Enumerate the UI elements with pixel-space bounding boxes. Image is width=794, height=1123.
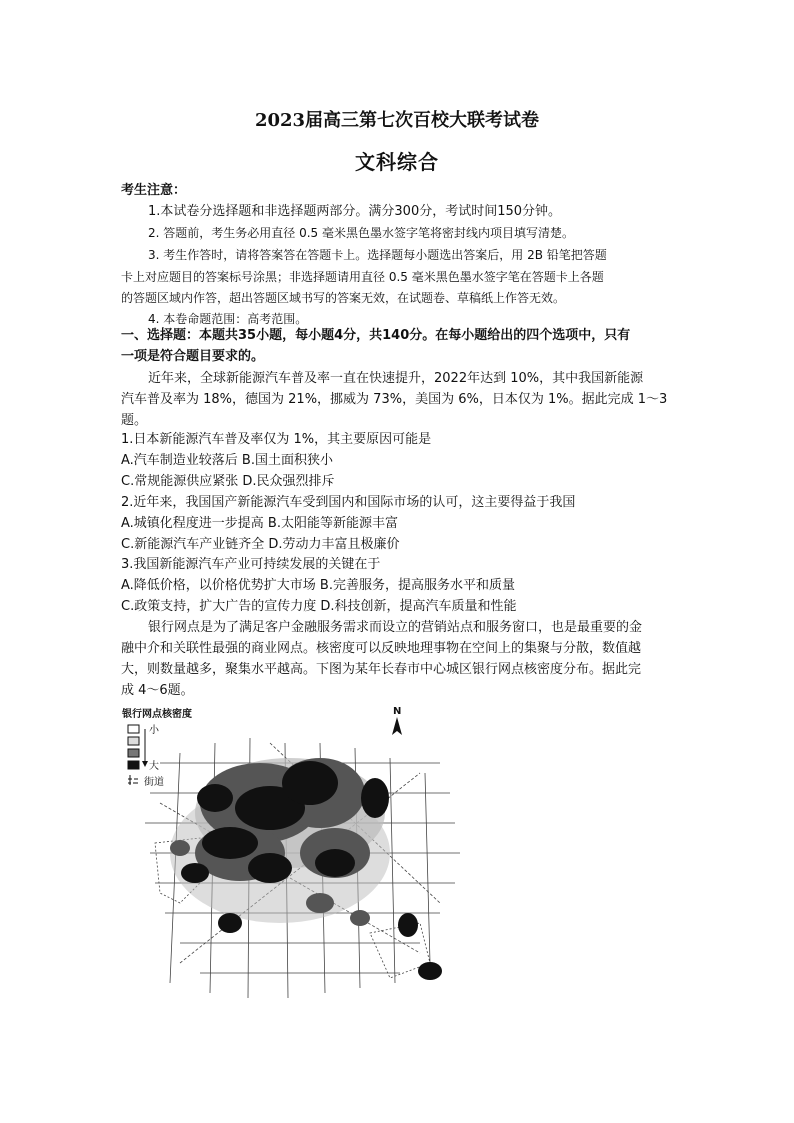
question-3-options-cd: C.政策支持，扩大广告的宣传力度 D.科技创新，提高汽车质量和性能 (121, 599, 517, 614)
question-2-options-cd: C.新能源汽车产业链齐全 D.劳动力丰富且极廉价 (121, 537, 400, 552)
notice-item-3-line-1: 3. 考生作答时，请将答案答在答题卡上。选择题每小题选出答案后，用 2B 铅笔把答题 (148, 248, 607, 262)
notice-item-3-line-3: 的答题区域内作答，超出答题区域书写的答案无效，在试题卷、草稿纸上作答无效。 (121, 291, 566, 305)
question-1-stem: 1.日本新能源汽车普及率仅为 1%，其主要原因可能是 (121, 432, 432, 447)
subject-title: 文科综合 (355, 150, 439, 174)
section-1-heading-line-2: 一项是符合题目要求的。 (121, 349, 265, 364)
passage-1-line-1: 近年来，全球新能源汽车普及率一直在快速提升，2022年达到 10%，其中我国新能源 (148, 371, 644, 386)
legend-small-label: 小 (149, 725, 159, 736)
passage-2-line-1: 银行网点是为了满足客户金融服务需求而设立的营销站点和服务窗口，也是最重要的金 (148, 620, 643, 635)
north-label: N (393, 706, 402, 717)
passage-1-line-3: 题。 (121, 413, 148, 428)
question-3-options-ab: A.降低价格，以价格优势扩大市场 B.完善服务，提高服务水平和质量 (121, 578, 515, 593)
question-1-options-cd: C.常规能源供应紧张 D.民众强烈排斥 (121, 474, 335, 489)
legend-swatch-1 (128, 725, 139, 733)
notice-item-1: 1.本试卷分选择题和非选择题两部分。满分300分，考试时间150分钟。 (148, 204, 562, 219)
passage-1-line-2: 汽车普及率为 18%，德国为 21%，挪威为 73%，美国为 6%，日本仅为 1%。据此完成 1～3 (121, 392, 668, 407)
legend-swatch-3 (128, 749, 139, 757)
question-2-stem: 2.近年来，我国国产新能源汽车受到国内和国际市场的认可，这主要得益于我国 (121, 495, 576, 510)
question-2-options-ab: A.城镇化程度进一步提高 B.太阳能等新能源丰富 (121, 516, 398, 531)
question-1-options-ab: A.汽车制造业较落后 B.国土面积狭小 (121, 453, 333, 468)
exam-title: 2023届高三第七次百校大联考试卷 (254, 110, 540, 131)
passage-2-line-3: 大，则数量越多，聚集水平越高。下图为某年长春市中心城区银行网点核密度分布。据此完 (121, 662, 642, 677)
passage-2-line-2: 融中介和关联性最强的商业网点。核密度可以反映地理事物在空间上的集聚与分散，数值越 (121, 641, 642, 656)
notice-item-2: 2. 答题前，考生务必用直径 0.5 毫米黑色墨水签字笔将密封线内项目填写清楚。 (148, 226, 574, 240)
legend-title: 银行网点核密度 (122, 709, 192, 720)
notice-item-4: 4. 本卷命题范围：高考范围。 (148, 312, 308, 326)
notice-item-3-line-2: 卡上对应题目的答案标号涂黑；非选择题请用直径 0.5 毫米黑色墨水签字笔在答题卡上各题 (121, 270, 604, 284)
passage-2-line-4: 成 4～6题。 (121, 683, 194, 698)
bank-density-map (120, 703, 470, 1003)
question-3-stem: 3.我国新能源汽车产业可持续发展的关键在于 (121, 557, 381, 572)
legend-street-label: 街道 (144, 777, 164, 788)
legend-large-label: 大 (149, 761, 159, 772)
legend-swatch-2 (128, 737, 139, 745)
legend-swatch-4 (128, 761, 139, 769)
section-1-heading-line-1: 一、选择题：本题共35小题，每小题4分，共140分。在每小题给出的四个选项中，只有 (121, 328, 631, 343)
notice-heading: 考生注意： (121, 183, 187, 198)
